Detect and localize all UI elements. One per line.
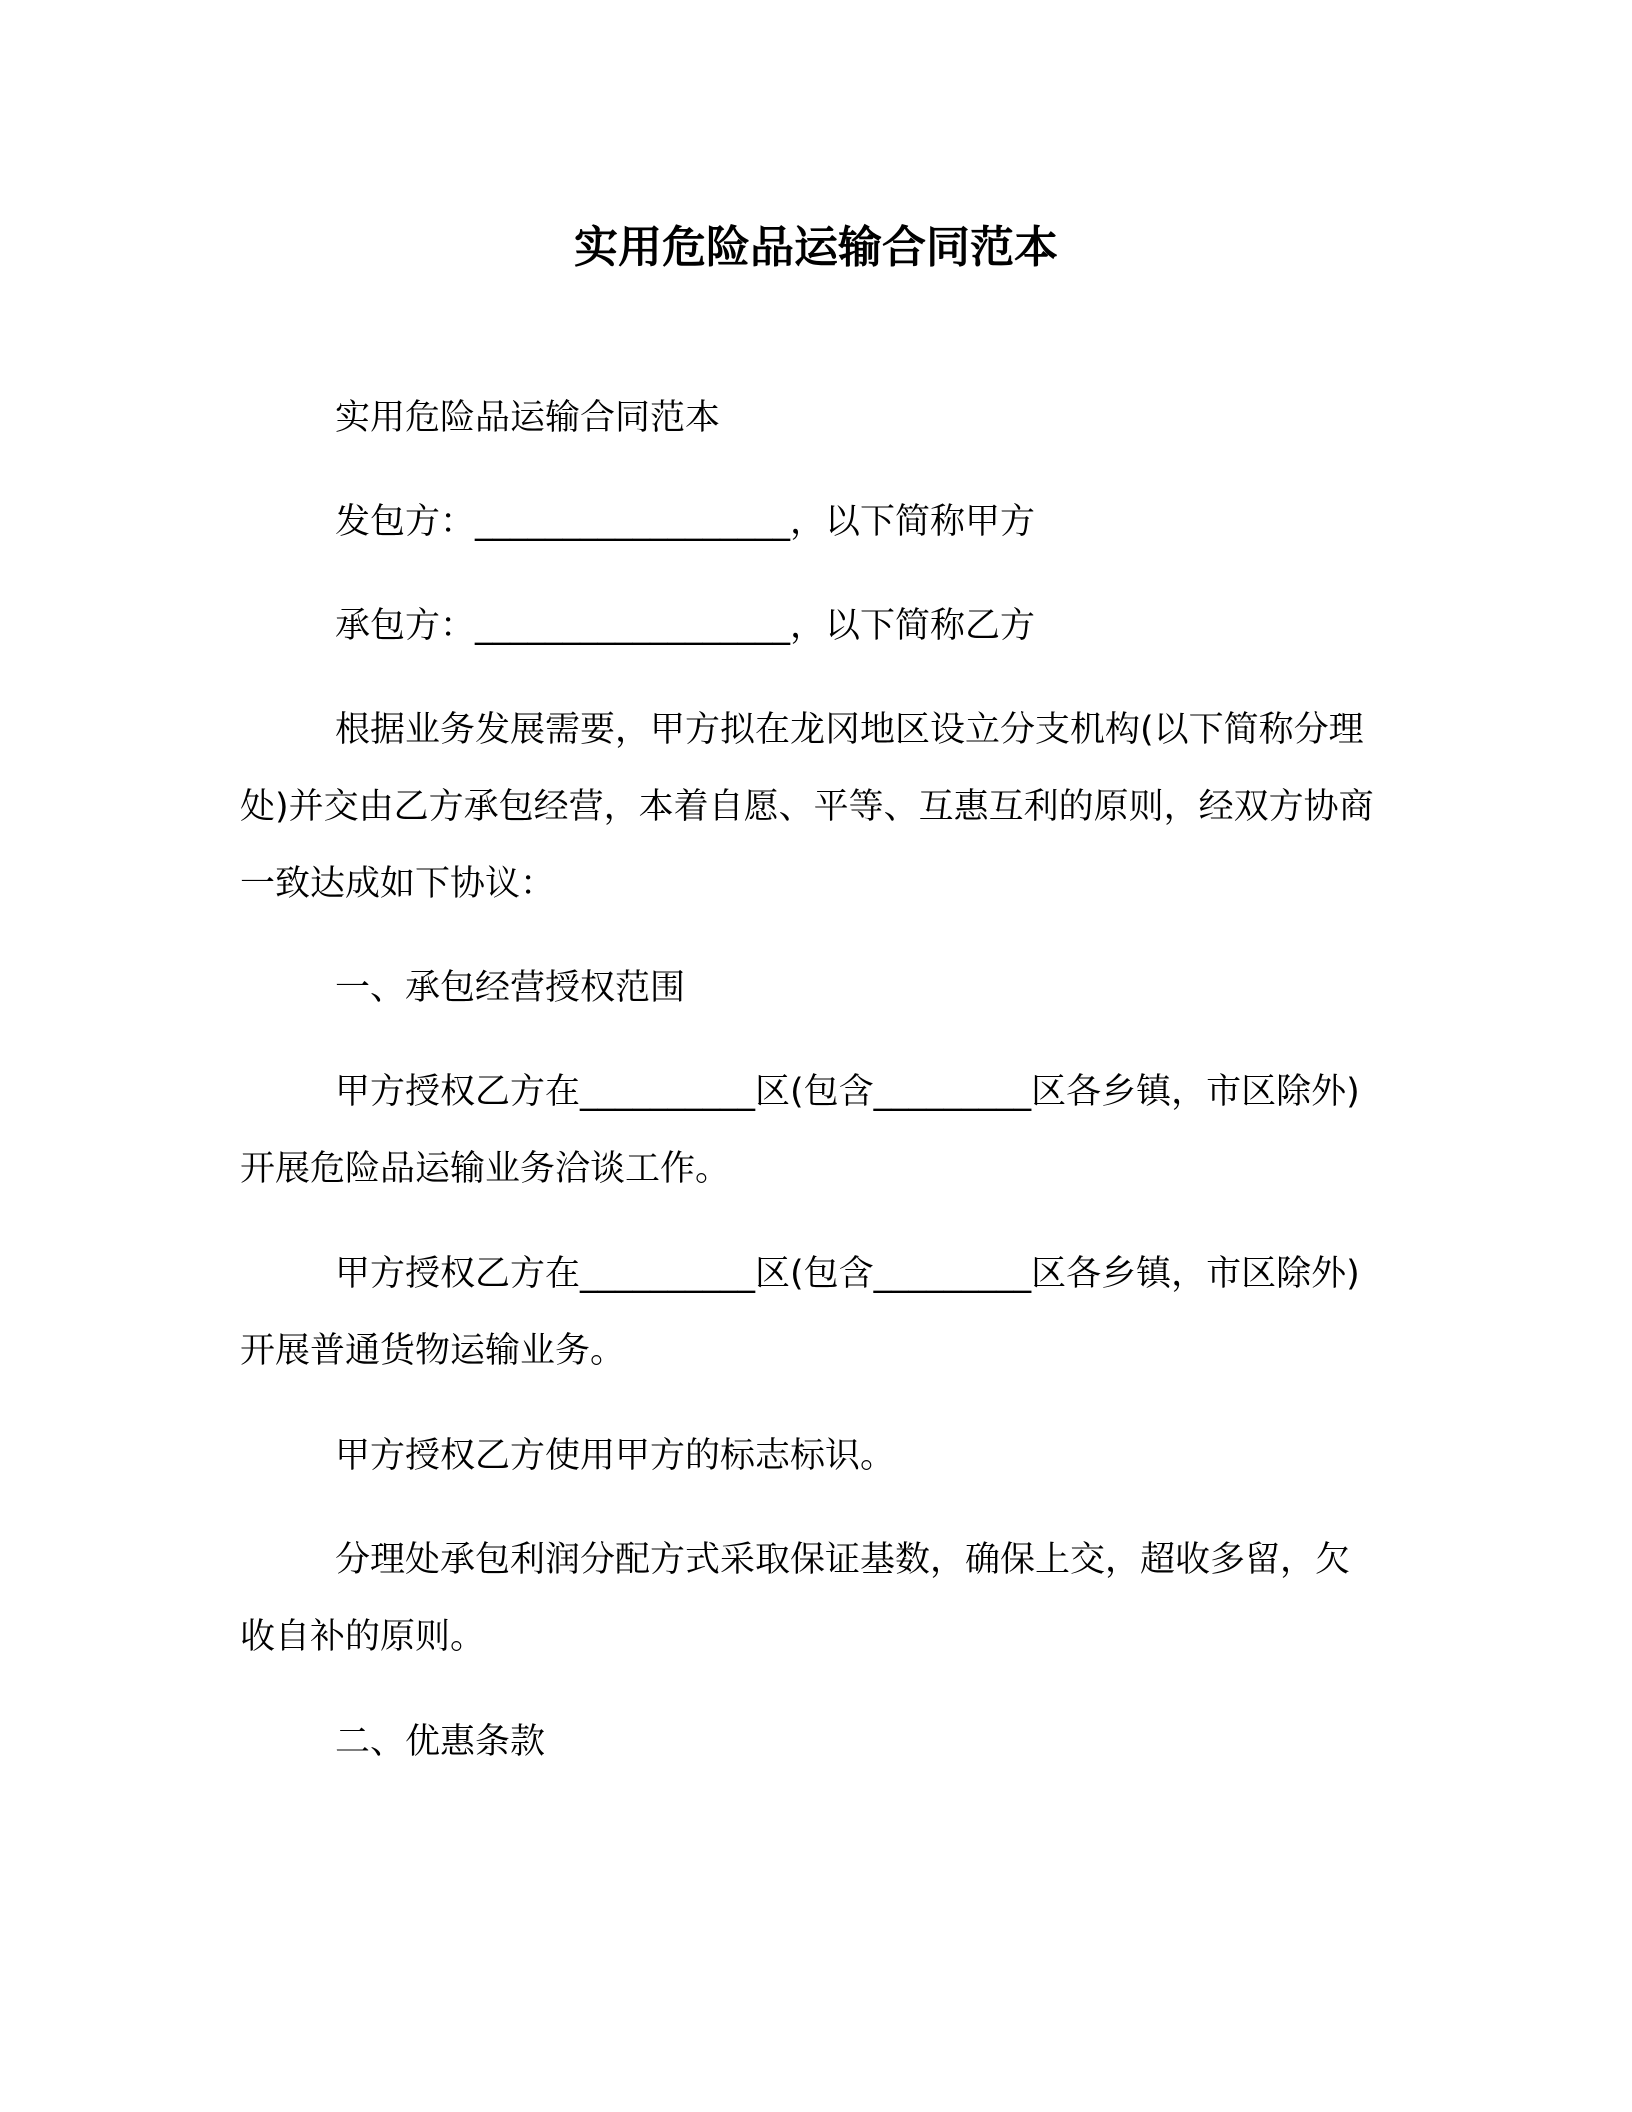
- clause-paragraph-4: 分理处承包利润分配方式采取保证基数，确保上交，超收多留，欠收自补的原则。: [240, 1540, 1351, 1657]
- subtitle-paragraph: 实用危险品运输合同范本: [335, 398, 721, 438]
- section-heading-1: 一、承包经营授权范围: [335, 968, 686, 1008]
- clause-paragraph-2: 甲方授权乙方在__________区(包含_________区各乡镇，市区除外)开展普通货物运输业务。: [240, 1254, 1360, 1371]
- section-heading-2: 二、优惠条款: [335, 1722, 546, 1762]
- document-title: 实用危险品运输合同范本: [574, 222, 1058, 273]
- clause-paragraph-3: 甲方授权乙方使用甲方的标志标识。: [335, 1436, 896, 1476]
- clause-paragraph-1: 甲方授权乙方在__________区(包含_________区各乡镇，市区除外)开展危险品运输业务洽谈工作。: [240, 1072, 1360, 1189]
- party-a-line: 发包方：__________________，以下简称甲方: [335, 502, 1036, 542]
- party-b-line: 承包方：__________________，以下简称乙方: [335, 606, 1036, 646]
- preamble-paragraph: 根据业务发展需要，甲方拟在龙冈地区设立分支机构(以下简称分理处)并交由乙方承包经营，本着自愿、平等、互惠互利的原则，经双方协商一致达成如下协议：: [240, 710, 1374, 904]
